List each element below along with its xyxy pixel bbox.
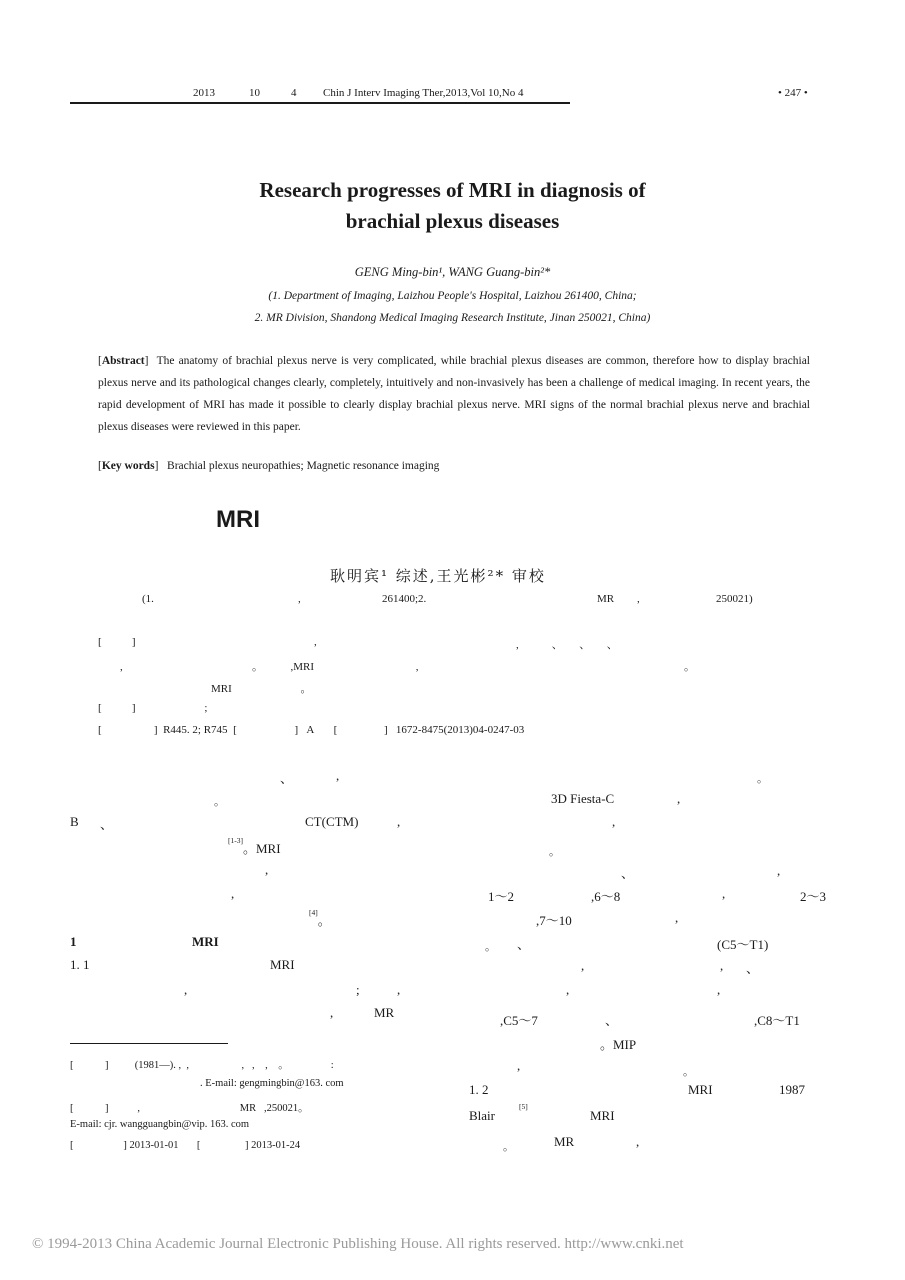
right-r16b: MR [554,1134,575,1149]
chinese-authors: 耿明宾¹ 综述,王光彬²* 审校 [330,567,546,585]
section-1-2-year: 1987 [779,1082,805,1097]
ref-5 [519,1104,528,1120]
right-r10b: , [717,982,721,997]
left-l4-text: 。MRI [243,841,281,856]
cn-affil-f: 250021) [716,593,753,605]
abstract [98,350,810,438]
right-r10a: , [566,982,570,997]
cn-meta-line: [ ] R445. 2; R745 [ ] A [ ] 1672-8475(2013)04-0247-03 [98,724,525,736]
received-date: 2013-01-01 [129,1140,179,1151]
abstract-label: [Abstract] [98,355,149,367]
cn-affil-b: , [298,593,301,605]
right-r11c: ,C8～T1 [754,1013,800,1028]
left-l1a: 、 [280,771,294,786]
cn-abs-line-2: , 。 ,MRI , [120,661,419,673]
left-l3b: 、 [100,817,114,832]
left-l3d: , [397,814,401,829]
section-1-title: MRI [192,934,219,949]
right-r6b: ,6～8 [591,889,621,904]
right-r5a: 、 [621,866,635,881]
footnote-rule [70,1043,228,1044]
left-l6: , [231,886,235,901]
section-1-1-title: MRI [270,957,295,972]
cn-abs-punct-1: , 、 、 、 [516,639,618,651]
cn-affil-a: (1. [142,593,154,605]
right-r8a: 。 [485,941,496,953]
left-l1b: , [336,768,340,783]
header-volume: 10 [249,87,260,99]
authors-en: GENG Ming-bin¹, WANG Guang-bin²* [354,265,551,279]
copyright-notice: © 1994-2013 China Academic Journal Electronic Publishing House. All rights reserved. http://www.cnki.net [32,1236,684,1252]
left-l4 [228,838,281,857]
footnote-2: [ ] , MR ,250021。 [70,1103,309,1114]
right-r13a: , [517,1058,521,1073]
right-r9c: 、 [746,961,760,976]
fn2-zip: ,250021。 [263,1103,309,1114]
abstract-text: The anatomy of brachial plexus nerve is very complicated, while brachial plexus diseases are common, therefore how to display brachial plexus nerve and its pathological changes clearly, completely, intuitively and non-invasively has been a challenge of medical imaging. In recent years, the rapid development of MRI has made it possible to clearly display brachial plexus nerve. MRI signs of the normal brachial plexus nerve and brachial plexus diseases were reviewed in this paper. [98,355,810,433]
left-l5: , [265,862,269,877]
cn-keywords-bracket: [ ] ; [98,702,208,714]
right-r15b: MRI [590,1108,615,1123]
right-r3: , [612,814,616,829]
cn-affil-d: MR [597,593,615,605]
paper-title-line-1: Research progresses of MRI in diagnosis of [259,178,646,202]
cn-abs-line-3: MRI 。 [211,683,312,695]
cn-doc-code: A [306,724,315,736]
right-r7b: , [675,910,679,925]
cn-affil-e: , [637,593,640,605]
affiliation-en-1: (1. Department of Imaging, Laizhou People's Hospital, Laizhou 261400, China; [268,290,637,302]
right-r13b: 。 [683,1066,694,1078]
cn-abstract-bracket: [ ] [98,636,136,648]
right-r15a: Blair [469,1108,495,1123]
header-citation: Chin J Interv Imaging Ther,2013,Vol 10,No 4 [323,87,524,99]
footnote-3: [ ] 2013-01-01 [ ] 2013-01-24 [70,1140,301,1151]
right-r9a: , [581,958,585,973]
keywords [98,460,439,472]
header-year: 2013 [193,87,215,99]
right-r6a: 1～2 [488,889,515,904]
left-l11a: , [330,1005,334,1020]
footnote-1-email: . E-mail: gengmingbin@163. com [200,1078,344,1089]
cn-class-code: R445. 2; R745 [163,724,228,736]
left-l10b: ; [356,982,360,997]
right-r2: 3D Fiesta-C [551,791,615,806]
left-l11b: MR [374,1005,395,1020]
left-l7 [309,910,331,929]
right-r12: 。MIP [600,1037,637,1052]
left-l3c: CT(CTM) [305,814,359,829]
fn2-mr: MR [239,1103,257,1114]
author-birth: (1981—). [134,1060,176,1071]
cn-affil-c: 261400;2. [382,593,427,605]
cn-abs-line-2-end: 。 [684,661,695,673]
header-page-number: • 247 • [778,87,808,99]
right-r16a: 。 [503,1141,514,1153]
paper-title-line-2: brachial plexus diseases [345,209,560,233]
section-1-1-number: 1. 1 [70,957,90,972]
header-rule [70,102,570,104]
cn-issn: 1672-8475(2013)04-0247-03 [395,724,525,736]
right-r11b: 、 [605,1013,619,1028]
left-l10a: , [184,982,188,997]
ref-5-label: [5] [519,1102,528,1111]
left-l10c: , [397,982,401,997]
right-r9b: , [720,958,724,973]
right-r11a: ,C5～7 [500,1013,538,1028]
section-1-2-title: MRI [688,1082,713,1097]
ref-1-3: [1-3] [228,836,243,845]
section-1-number: 1 [70,934,77,949]
revised-date: 2013-01-24 [251,1140,301,1151]
right-r8b: 、 [517,937,531,952]
affiliation-en-2: 2. MR Division, Shandong Medical Imaging Research Institute, Jinan 250021, China) [254,312,651,324]
ref-4: [4] [309,908,318,917]
right-r8c: (C5～T1) [717,937,769,952]
left-l3a: B [70,814,79,829]
left-l2: 。 [214,796,225,808]
keywords-label: [Key words] [98,460,159,472]
footnote-2-email: E-mail: cjr. wangguangbin@vip. 163. com [70,1119,250,1130]
right-r6c: , [722,886,726,901]
right-r7a: ,7～10 [536,913,572,928]
cn-abs-comma-1: , [314,636,317,648]
left-l7-text: 。 [317,913,331,928]
footnote-1: [ ] (1981—). , , , , , 。 : [70,1060,334,1071]
keywords-text: Brachial plexus neuropathies; Magnetic resonance imaging [167,460,440,472]
right-r4: 。 [549,846,560,858]
right-r16c: , [636,1134,640,1149]
right-r5b: , [777,863,781,878]
chinese-title: MRI [216,506,260,533]
right-r2b: , [677,791,681,806]
section-1-2-number: 1. 2 [469,1082,489,1097]
right-r6d: 2～3 [800,889,827,904]
header-issue: 4 [291,87,297,99]
right-r1: 。 [757,773,768,785]
